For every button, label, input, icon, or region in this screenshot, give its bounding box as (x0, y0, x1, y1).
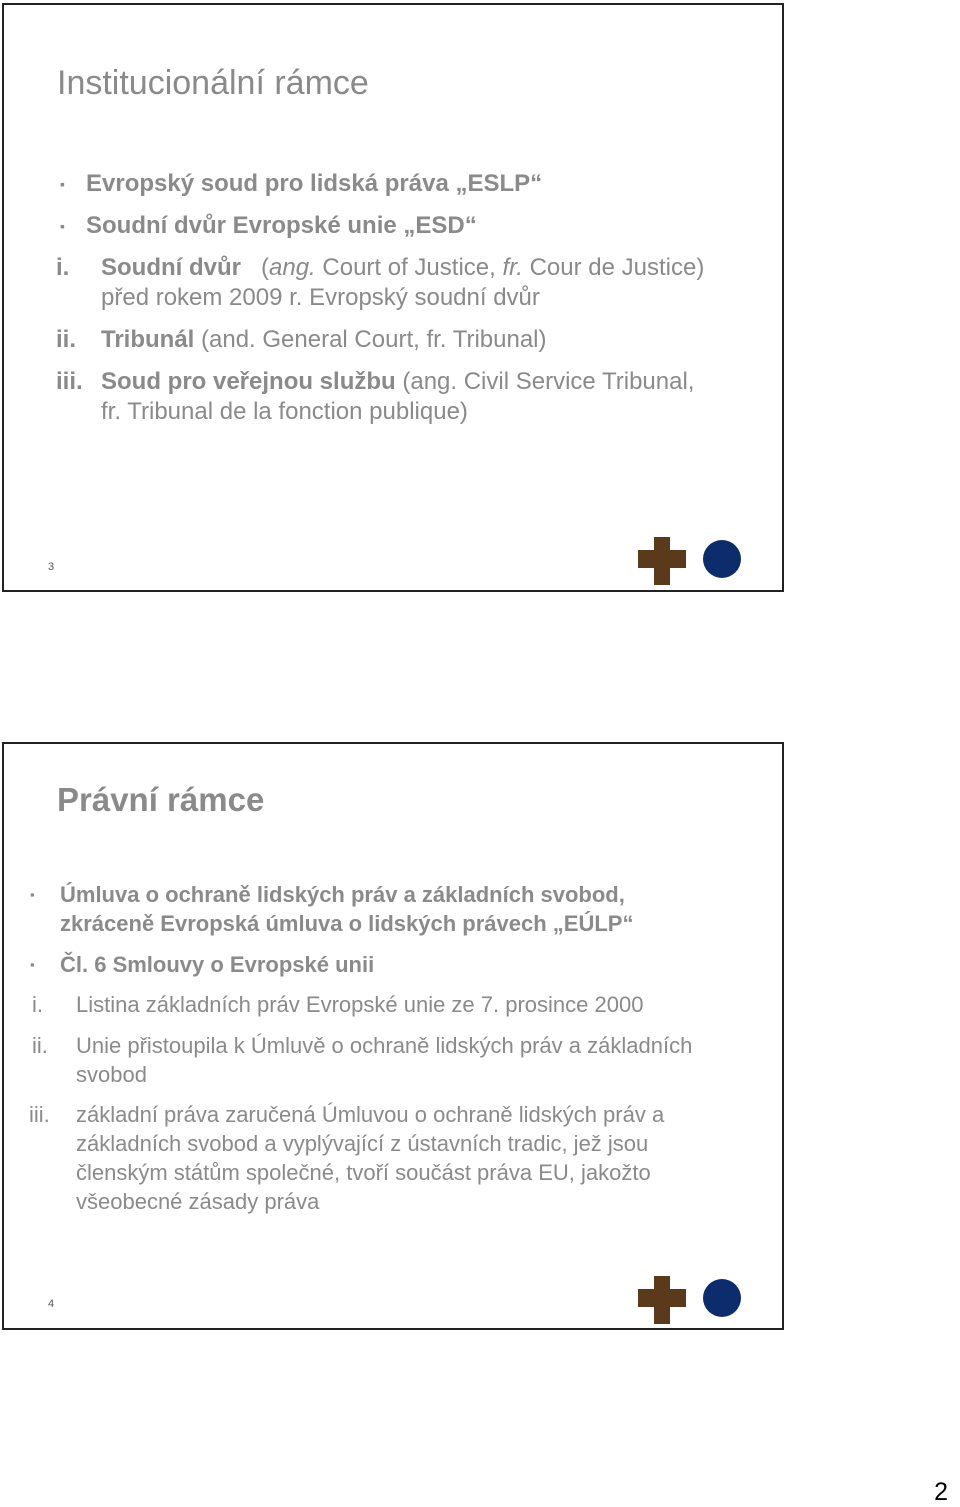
numbered-item-continuation: svobod (76, 1062, 147, 1087)
page-number: 2 (934, 1478, 948, 1506)
circle-shape (703, 540, 741, 578)
numbered-item-continuation: základních svobod a vyplývající z ústavních tradic, jež jsou (76, 1131, 649, 1156)
slide-number: 3 (48, 561, 55, 573)
square-bullet-icon: ▪ (60, 176, 65, 192)
numbered-item: ii. Unie přistoupila k Úmluvě o ochraně lidských práv a základních (32, 1033, 693, 1058)
square-bullet-icon: ▪ (30, 887, 35, 902)
numbered-item: i. Soudní dvůr (ang. Court of Justice, fr. Cour de Justice) (56, 254, 705, 281)
slide-number: 4 (48, 1298, 55, 1310)
numbered-item-continuation: všeobecné zásady práva (76, 1189, 320, 1214)
logo-icon (636, 1274, 746, 1328)
numbered-item-continuation: členským státům společné, tvoří součást práva EU, jakožto (76, 1160, 651, 1185)
slide-title: Institucionální rámce (57, 64, 369, 102)
square-bullet-icon: ▪ (60, 218, 65, 234)
numbered-item: i. Listina základních práv Evropské unie ze 7. prosince 2000 (32, 992, 644, 1017)
cross-shape (638, 1276, 686, 1324)
bullet-item: ▪ Evropský soud pro lidská práva „ESLP“ (60, 170, 543, 197)
logo-icon (636, 535, 746, 589)
bullet-item: ▪ Čl. 6 Smlouvy o Evropské unii (30, 952, 375, 977)
slide-3 (2, 3, 784, 592)
bullet-item-continuation: zkráceně Evropská úmluva o lidských právech „EÚLP“ (60, 911, 634, 936)
numbered-item: iii. základní práva zaručená Úmluvou o ochraně lidských práv a (29, 1102, 665, 1127)
slide-title: Právní rámce (57, 781, 265, 818)
numbered-item-continuation: před rokem 2009 r. Evropský soudní dvůr (101, 284, 540, 311)
numbered-item: iii. Soud pro veřejnou službu (ang. Civil Service Tribunal, (56, 368, 695, 395)
slide-4 (2, 742, 784, 1330)
bullet-item: ▪ Soudní dvůr Evropské unie „ESD“ (60, 212, 477, 239)
cross-shape (638, 537, 686, 585)
numbered-item-continuation: fr. Tribunal de la fonction publique) (101, 398, 468, 425)
square-bullet-icon: ▪ (30, 957, 35, 972)
numbered-item: ii. Tribunál (and. General Court, fr. Tribunal) (56, 326, 547, 353)
bullet-item: ▪ Úmluva o ochraně lidských práv a základních svobod, (30, 882, 625, 907)
circle-shape (703, 1279, 741, 1317)
